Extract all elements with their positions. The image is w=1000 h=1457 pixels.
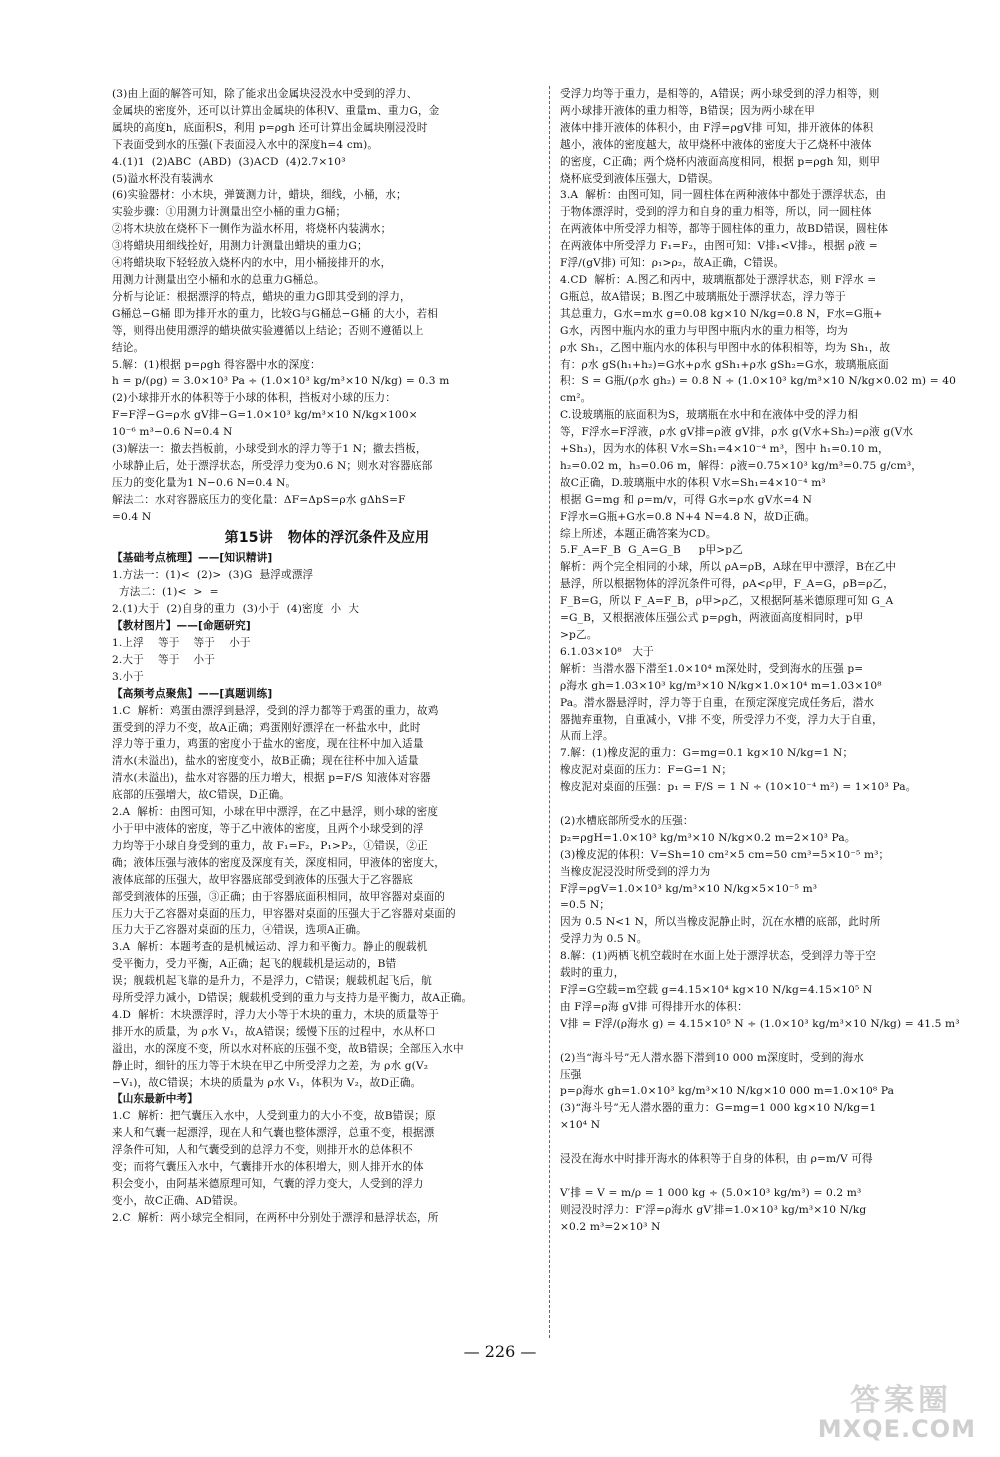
text-line: 则浸没时浮力：F′浮=ρ海水 gV′排=1.0×10³ kg/m³×10 N/kg xyxy=(560,1203,867,1216)
text-line: 变小，故C正确、AD错误。 xyxy=(112,1194,245,1207)
text-line: p=ρ海水 gh=1.0×10³ kg/m³×10 N/kg×10 000 m=1.0×10⁸ Pa xyxy=(560,1085,895,1098)
text-line: =G_B，又根据液体压强公式 p=ρgh，两液面高度相同时，p甲 xyxy=(560,612,864,625)
text-line: 压力大于乙容器对桌面的压力，④错误，选项A正确。 xyxy=(112,924,367,937)
text-line: ×10⁴ N xyxy=(560,1119,601,1132)
text-line: 清水(未溢出)，盐水对容器的压力增大，根据 p=F/S 知液体对容器 xyxy=(112,772,431,785)
text-line: 浮条件可知，人和气囊受到的总浮力不变，则排开水的总体积不 xyxy=(112,1144,413,1157)
watermark-logo xyxy=(792,1375,982,1445)
text-line: 受浮力均等于重力，是相等的，A错误；两小球受到的浮力相等，则 xyxy=(560,88,880,100)
text-line: 解析：两个完全相同的小球，所以 ρA=ρB，A球在甲中漂浮，B在乙中 xyxy=(560,561,897,574)
text-line: 当橡皮泥浸没时所受到的浮力为 xyxy=(560,865,711,878)
text-line: 器抛弃重物，自重减小，V排 不变，所受浮力不变，浮力大于自重， xyxy=(560,713,883,726)
text-line: 3.A 解析：本题考查的是机械运动、浮力和平衡力。静止的舰载机 xyxy=(112,941,428,954)
text-line: V′排 = V = m/ρ = 1 000 kg ÷ (5.0×10³ kg/m³) = 0.2 m³ xyxy=(560,1186,862,1199)
text-line: G水，丙图中瓶内水的重力与甲图中瓶内水的重力相等，均为 xyxy=(560,324,848,337)
text-line: 在两液体中所受浮力相等，都等于圆柱体的重力，故BD错误，圆柱体 xyxy=(560,223,889,236)
text-line: 其总重力，G水=m水 g=0.08 kg×10 N/kg=0.8 N，F水=G瓶+ xyxy=(560,307,883,320)
text-line: (5)溢水杯没有装满水 xyxy=(112,172,214,185)
text-line: 压力大于乙容器对桌面的压力，甲容器对桌面的压强大于乙容器对桌面的 xyxy=(112,907,456,920)
text-line: Pa。潜水器悬浮时，浮力等于自重，在预定深度完成任务后，潜水 xyxy=(560,696,875,709)
text-line: 两小球排开液体的重力相等，B错误；因为两小球在甲 xyxy=(560,104,816,117)
text-line: 浸没在海水中时排开海水的体积等于自身的体积，由 ρ=m/V 可得 xyxy=(560,1153,873,1166)
text-line: 下表面受到水的压强(下表面浸入水中的深度h=4 cm)。 xyxy=(112,138,379,151)
text-line: 因为 0.5 N<1 N，所以当橡皮泥静止时，沉在水槽的底部，此时所 xyxy=(560,916,881,929)
text-line: =0.4 N xyxy=(112,510,152,523)
text-line: 1.方法一：(1)< (2)> (3)G 悬浮或漂浮 xyxy=(112,569,314,582)
text-line: F浮水=G瓶+G水=0.8 N+4 N=4.8 N，故D正确。 xyxy=(560,510,816,523)
text-line xyxy=(560,796,988,813)
text-line xyxy=(560,1168,988,1185)
text-line: 小球静止后，处于漂浮状态，所受浮力变为0.6 N；则水对容器底部 xyxy=(112,459,433,472)
text-line: G瓶总，故A错误；B.图乙中玻璃瓶处于漂浮状态，浮力等于 xyxy=(560,290,846,303)
text-line: F浮/(gV排) 可知：ρ₁>ρ₂，故A正确，C错误。 xyxy=(560,257,785,270)
text-line: 压强 xyxy=(560,1068,582,1081)
text-line: 浮力等于重力，鸡蛋的密度小于盐水的密度，现在往杯中加入适量 xyxy=(112,738,424,751)
text-line: 7.解：(1)橡皮泥的重力：G=mg=0.1 kg×10 N/kg=1 N； xyxy=(560,747,854,760)
text-line: V排 = F浮/(ρ海水 g) = 4.15×10⁵ N ÷ (1.0×10³ kg/m³×10 N/kg) = 41.5 m³ xyxy=(560,1017,960,1030)
text-line: 根据 G=mg 和 ρ=m/v，可得 G水=ρ水 gV水=4 N xyxy=(560,493,813,506)
text-line: 小于甲中液体的密度，等于乙中液体的密度，且两个小球受到的浮 xyxy=(112,822,424,835)
text-line: 4.(1)1 (2)ABC (ABD) (3)ACD (4)2.7×10³ xyxy=(112,155,346,168)
text-line: (2)小球排开水的体积等于小球的体积，挡板对小球的压力： xyxy=(112,392,397,405)
text-line: C.设玻璃瓶的底面积为S，玻璃瓶在水中和在液体中受的浮力相 xyxy=(560,409,859,422)
text-line: 方法二：(1)< > = xyxy=(112,586,219,599)
text-line: 1.C 解析：把气囊压入水中，人受到重力的大小不变，故B错误；原 xyxy=(112,1110,436,1123)
text-line: 压力的变化量为1 N−0.6 N=0.4 N。 xyxy=(112,476,297,489)
text-line: ③将蜡块用细线拴好，用测力计测量出蜡块的重力G； xyxy=(112,240,368,253)
section-label: 【高频考点聚焦】——[真题训练] xyxy=(112,687,273,700)
text-line xyxy=(560,1033,988,1050)
text-line: 的密度，C正确；两个烧杯内液面高度相同，根据 p=ρgh 知，则甲 xyxy=(560,155,881,168)
text-line: 解析：当潜水器下潜至1.0×10⁴ m深处时，受到海水的压强 p= xyxy=(560,662,864,675)
text-line: p₂=ρgH=1.0×10³ kg/m³×10 N/kg×0.2 m=2×10³ Pa。 xyxy=(560,831,856,844)
text-line: 受浮力为 0.5 N。 xyxy=(560,933,648,946)
text-line: 用测力计测量出空小桶和水的总重力G桶总。 xyxy=(112,273,325,286)
text-line: 从而上浮。 xyxy=(560,730,614,743)
text-line: 实验步骤：①用测力计测量出空小桶的重力G桶； xyxy=(112,206,347,219)
text-line: F浮=G空载=m空载 g=4.15×10⁴ kg×10 N/kg=4.15×10⁵ N xyxy=(560,984,873,997)
section-label: 【基础考点梳理】——[知识精讲] xyxy=(112,552,273,565)
text-line: 1.C 解析：鸡蛋由漂浮到悬浮，受到的浮力都等于鸡蛋的重力，故鸡 xyxy=(112,704,439,717)
text-line: ρ海水 gh=1.03×10³ kg/m³×10 N/kg×1.0×10⁴ m=1.03×10⁸ xyxy=(560,679,882,692)
text-line: (3)由上面的解答可知，除了能求出金属块浸没水中受到的浮力、 xyxy=(112,88,418,100)
text-line: 力均等于小球自身受到的重力，故 F₁=F₂，P₁>P₂，①错误，②正 xyxy=(112,839,428,852)
text-line: F浮=ρgV=1.0×10³ kg/m³×10 N/kg×5×10⁻⁵ m³ xyxy=(560,882,818,895)
page-number: — 226 — xyxy=(463,1342,537,1361)
text-line: 误；舰载机起飞靠的是升力，不是浮力，C错误；舰载机起飞后，航 xyxy=(112,975,432,988)
text-line: 5.F_A=F_B G_A=G_B p甲>p乙 xyxy=(560,544,743,557)
text-line: 分析与论证：根据漂浮的特点，蜡块的重力G即其受到的浮力， xyxy=(112,290,411,303)
text-line: 综上所述，本题正确答案为CD。 xyxy=(560,527,717,540)
text-line: 2.大于 等于 小于 xyxy=(112,653,216,666)
text-line: (2)水槽底部所受水的压强： xyxy=(560,814,694,827)
text-line: +Sh₃)，因为水的体积 V水=Sh₁=4×10⁻⁴ m³，图中 h₁=0.10 m， xyxy=(560,443,889,456)
text-line: 受平衡力，受力平衡，A正确；起飞的舰载机是运动的，B错 xyxy=(112,958,397,971)
text-line: 在两液体中所受浮力 F₁=F₂，由图可知：V排₁<V排₂，根据 ρ液 = xyxy=(560,240,878,253)
left-column xyxy=(112,86,542,1227)
text-line: 6.1.03×10⁸ 大于 xyxy=(560,645,654,658)
text-line: 于物体漂浮时，受到的浮力和自身的重力相等，所以，同一圆柱体 xyxy=(560,206,872,219)
text-line: 5.解：(1)根据 p=ρgh 得容器中水的深度： xyxy=(112,358,321,371)
text-line: 10⁻⁶ m³−0.6 N=0.4 N xyxy=(112,426,233,439)
text-line: (3)“海斗号”无人潜水器的重力：G=mg=1 000 kg×10 N/kg=1 xyxy=(560,1102,877,1115)
text-line: −V₁)，故C错误；木块的质量为 ρ水 V₁，体积为 V₂，故D正确。 xyxy=(112,1076,422,1089)
text-line: h₂=0.02 m，h₃=0.06 m，解得：ρ液=0.75×10³ kg/m³=0.75 g/cm³， xyxy=(560,459,922,472)
text-line: (6)实验器材：小木块，弹簧测力计，蜡块，细线，小桶，水； xyxy=(112,189,407,202)
text-line xyxy=(560,1134,988,1151)
watermark-text: 答案圈 xyxy=(850,1383,952,1418)
text-line: (3)解法一：撤去挡板前，小球受到水的浮力等于1 N；撤去挡板， xyxy=(112,443,427,456)
text-line: 蛋受到的浮力不变，故A正确；鸡蛋刚好漂浮在一杯盐水中，此时 xyxy=(112,721,421,734)
column-divider xyxy=(549,86,550,1338)
text-line: =0.5 N； xyxy=(560,899,611,912)
text-line: (2)当“海斗号”无人潜水器下潜到10 000 m深度时，受到的海水 xyxy=(560,1051,864,1064)
text-line: 属块的高度h，底面积S，利用 p=ρgh 还可计算出金属块刚浸没时 xyxy=(112,121,428,134)
text-line: 8.解：(1)两栖飞机空载时在水面上处于漂浮状态，受到浮力等于空 xyxy=(560,950,876,963)
text-line: 来人和气囊一起漂浮，现在人和气囊也整体漂浮，总重不变，根据漂 xyxy=(112,1127,435,1140)
text-line: 1.上浮 等于 等于 小于 xyxy=(112,637,251,649)
text-line: 2.(1)大于 (2)自身的重力 (3)小于 (4)密度 小 大 xyxy=(112,603,360,616)
section-label: 【教材图片】——[命题研究] xyxy=(112,620,251,633)
text-line: 液体底部的压强大，故甲容器底部受到液体的压强大于乙容器底 xyxy=(112,873,413,886)
text-line: 等，则得出使用漂浮的蜡块做实验遵循以上结论；否则不遵循以上 xyxy=(112,324,424,337)
text-line: 橡皮泥对桌面的压强：p₁ = F/S = 1 N ÷ (10×10⁻⁴ m²) = 1×10³ Pa。 xyxy=(560,781,917,794)
text-line: 有：ρ水 gS(h₁+h₂)=G水+ρ水 gSh₁+ρ水 gSh₂=G水，玻璃瓶底面 xyxy=(560,358,889,371)
text-line: 3.小于 xyxy=(112,670,144,683)
text-line: 变；而将气囊压入水中，气囊排开水的体积增大，则人排开水的体 xyxy=(112,1161,424,1174)
text-line: 底部的压强增大，故C错误，D正确。 xyxy=(112,789,291,802)
text-line: 确；液体压强与液体的密度及深度有关，深度相同，甲液体的密度大， xyxy=(112,856,446,869)
text-line: ρ水 Sh₁，乙图中瓶内水的体积与甲图中水的体积相等，均为 Sh₁，故 xyxy=(560,341,891,354)
text-line: 2.C 解析：两小球完全相同，在两杯中分别处于漂浮和悬浮状态，所 xyxy=(112,1211,439,1224)
text-line: 解法二：水对容器底压力的变化量：ΔF=ΔpS=ρ水 gΔhS=F xyxy=(112,493,406,506)
text-line: 由 F浮=ρ海 gV排 可得排开水的体积： xyxy=(560,1000,748,1013)
text-line: 悬浮，所以根据物体的浮沉条件可得，ρA<ρ甲，F_A=G，ρB=ρ乙， xyxy=(560,578,895,591)
text-line: 越小，液体的密度越大，故甲烧杯中液体的密度大于乙烧杯中液体 xyxy=(560,138,872,151)
text-line: 4.CD 解析：A.图乙和丙中，玻璃瓶都处于漂浮状态，则 F浮水 = xyxy=(560,273,877,286)
text-line: G桶总−G桶 即为排开水的重力，比较G与G桶总−G桶 的大小，若相 xyxy=(112,307,438,320)
text-line: 积会变小，由阿基米德原理可知，气囊的浮力变大，人受到的浮力 xyxy=(112,1178,424,1190)
text-line: 静止时，细针的压力等于木块在甲乙中所受浮力之差，为 ρ水 g(V₂ xyxy=(112,1059,429,1072)
text-line: ④将蜡块取下轻轻放入烧杯内的水中，用小桶接排开的水， xyxy=(112,257,392,270)
text-line: 部受到液体的压强，③正确；由于容器底面积相同，故甲容器对桌面的 xyxy=(112,890,446,903)
text-line: F=F浮−G=ρ水 gV排−G=1.0×10³ kg/m³×10 N/kg×100× xyxy=(112,409,418,422)
text-line: 排开水的质量，为 ρ水 V₁，故A错误；缓慢下压的过程中，水从杯口 xyxy=(112,1025,436,1038)
text-line: ×0.2 m³=2×10³ N xyxy=(560,1220,661,1233)
text-line: 母所受浮力减小，D错误；舰载机受到的重力与支持力是平衡力，故A正确。 xyxy=(112,992,473,1005)
text-line: (3)橡皮泥的体积：V=Sh=10 cm²×5 cm=50 cm³=5×10⁻⁵ m³； xyxy=(560,848,890,861)
text-line: 橡皮泥对桌面的压力：F=G=1 N； xyxy=(560,764,733,777)
text-line: 液体中排开液体的体积小，由 F浮=ρgV排 可知，排开液体的体积 xyxy=(560,121,874,134)
text-line: 4.D 解析：木块漂浮时，浮力大小等于木块的重力，木块的质量等于 xyxy=(112,1008,439,1021)
text-line: 积：S = G瓶/(ρ水 gh₂) = 0.8 N ÷ (1.0×10³ kg/m³×10 N/kg×0.02 m) = 40 cm²。 xyxy=(560,375,960,405)
text-line: 溢出，水的深度不变，所以水对杯底的压强不变，故B错误；全部压入水中 xyxy=(112,1042,464,1055)
text-line: 3.A 解析：由图可知，同一圆柱体在两种液体中都处于漂浮状态，由 xyxy=(560,189,887,202)
text-line: 等，F浮水=F浮液，ρ水 gV排=ρ液 gV排，ρ水 g(V水+Sh₂)=ρ液 g(V水 xyxy=(560,426,914,439)
text-line: 清水(未溢出)，盐水的密度变小，故B正确；现在往杯中加入适量 xyxy=(112,755,419,768)
text-line: 烧杯底受到液体压强大，D错误。 xyxy=(560,172,720,185)
text-line: 2.A 解析：由图可知，小球在甲中漂浮，在乙中悬浮，则小球的密度 xyxy=(112,806,439,819)
right-column xyxy=(560,86,988,1236)
text-line: 金属块的密度外，还可以计算出金属块的体积V、重量m、重力G，金 xyxy=(112,104,440,117)
watermark-url: MXQE.COM xyxy=(817,1415,976,1443)
text-line: >p乙。 xyxy=(560,629,598,641)
text-line: 故C正确，D.玻璃瓶中水的体积 V水=Sh₁=4×10⁻⁴ m³ xyxy=(560,476,826,489)
text-line: 结论。 xyxy=(112,341,145,354)
text-line: h = p/(ρg) = 3.0×10³ Pa ÷ (1.0×10³ kg/m³×10 N/kg) = 0.3 m xyxy=(112,375,450,388)
text-line: ②将木块放在烧杯下一侧作为溢水杯用，将烧杯内装满水； xyxy=(112,223,392,236)
section-label: 【山东最新中考】 xyxy=(112,1093,198,1106)
text-line: 载时的重力， xyxy=(560,967,625,980)
text-line: F_B=G，所以 F_A=F_B，ρ甲>ρ乙，又根据阿基米德原理可知 G_A xyxy=(560,595,894,608)
lecture-heading: 第15讲 物体的浮沉条件及应用 xyxy=(224,529,430,546)
